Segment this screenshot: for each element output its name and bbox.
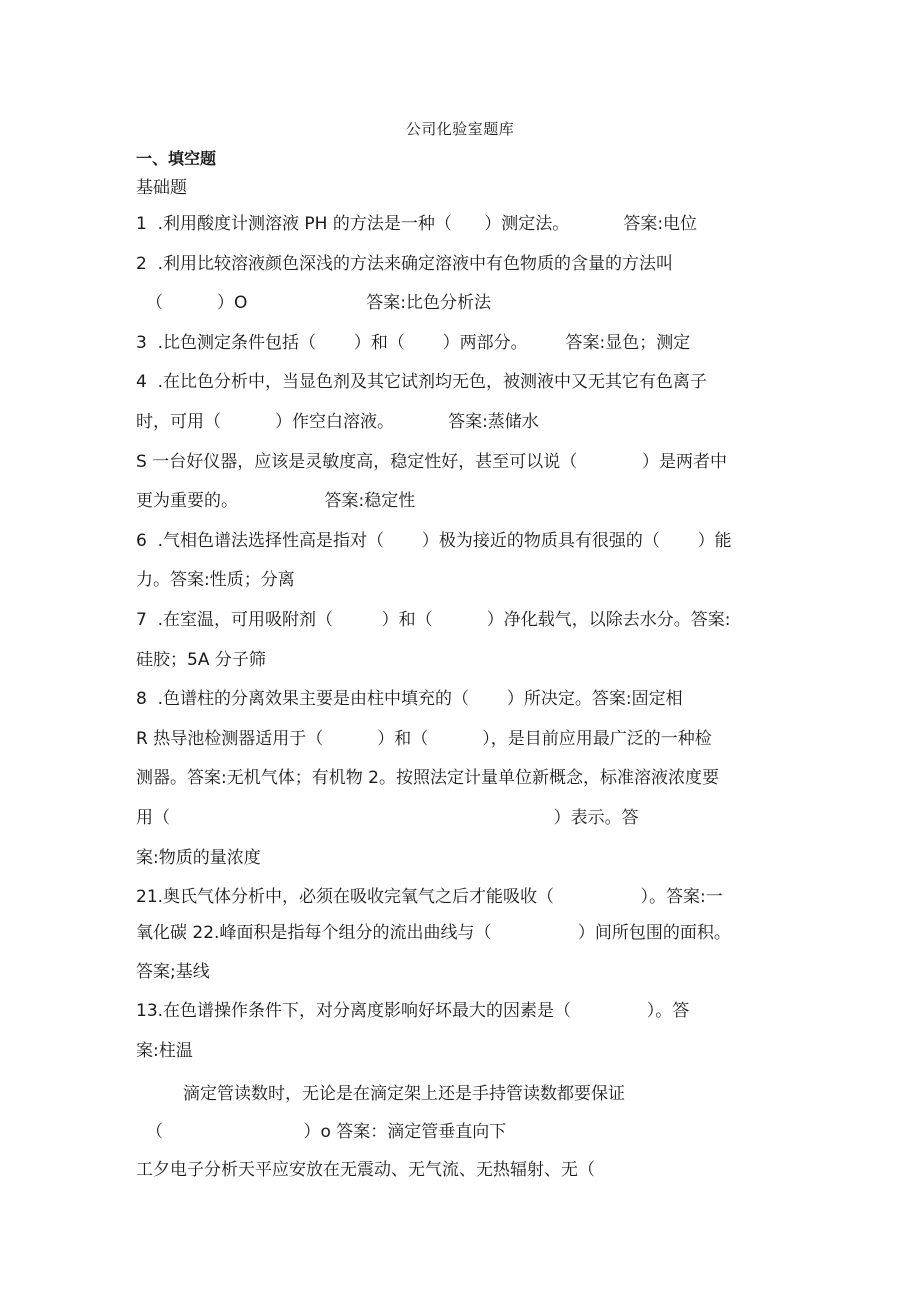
text-line: 力。答案:性质；分离: [136, 570, 295, 590]
text-line: 更为重要的。 答案:稳定性: [136, 491, 416, 511]
text-line: 用（ ）表示。答: [136, 808, 639, 828]
text-line: 测器。答案:无机气体；有机物 2。按照法定计量单位新概念，标准溶液浓度要: [136, 768, 719, 788]
text-line: S 一台好仪器，应该是灵敏度高，稳定性好，甚至可以说（ ）是两者中: [136, 452, 728, 472]
text-line: （ ）O 答案:比色分析法: [146, 293, 492, 313]
text-line: 氧化碳 22.峰面积是指每个组分的流出曲线与（ ）间所包围的面积。: [136, 923, 731, 943]
text-line: 3 .比色测定条件包括（ ）和（ ）两部分。 答案:显色；测定: [136, 333, 691, 353]
text-line: R 热导池检测器适用于（ ）和（ ），是目前应用最广泛的一种检: [136, 729, 712, 749]
document-title: 公司化验室题库: [405, 120, 515, 138]
text-line: 13.在色谱操作条件下，对分离度影响好坏最大的因素是（ ）。答: [136, 1001, 690, 1021]
text-line: 答案;基线: [136, 962, 210, 982]
text-line: 案:柱温: [136, 1041, 193, 1061]
text-line: 2 .利用比较溶液颜色深浅的方法来确定溶液中有色物质的含量的方法叫: [136, 254, 674, 274]
text-line: 工夕电子分析天平应安放在无震动、无气流、无热辐射、无（: [136, 1160, 595, 1180]
text-line: 4 .在比色分析中，当显色剂及其它试剂均无色，被测液中又无其它有色离子: [136, 372, 708, 392]
subsection-heading: 基础题: [136, 178, 187, 198]
text-line: 6 .气相色谱法选择性高是指对（ ）极为接近的物质具有很强的（ ）能: [136, 531, 732, 551]
text-line: 时，可用（ ）作空白溶液。 答案:蒸储水: [136, 412, 539, 432]
text-line: （ ）o 答案：滴定管垂直向下: [146, 1122, 507, 1142]
text-line: 硅胶；5A 分子筛: [136, 650, 266, 670]
text-line: 案:物质的量浓度: [136, 848, 261, 868]
text-line: 21.奥氏气体分析中，必须在吸收完氧气之后才能吸收（ ）。答案:一: [136, 887, 723, 907]
text-line: 1 .利用酸度计测溶液 PH 的方法是一种（ ）测定法。 答案:电位: [136, 214, 698, 234]
section-heading: 一、填空题: [136, 149, 217, 168]
text-line: 7 .在室温，可用吸附剂（ ）和（ ）净化载气，以除去水分。答案:: [136, 610, 731, 630]
text-line: 8 .色谱柱的分离效果主要是由柱中填充的（ ）所决定。答案:固定相: [136, 689, 683, 709]
text-line: 滴定管读数时，无论是在滴定架上还是手持管读数都要保证: [183, 1084, 625, 1104]
